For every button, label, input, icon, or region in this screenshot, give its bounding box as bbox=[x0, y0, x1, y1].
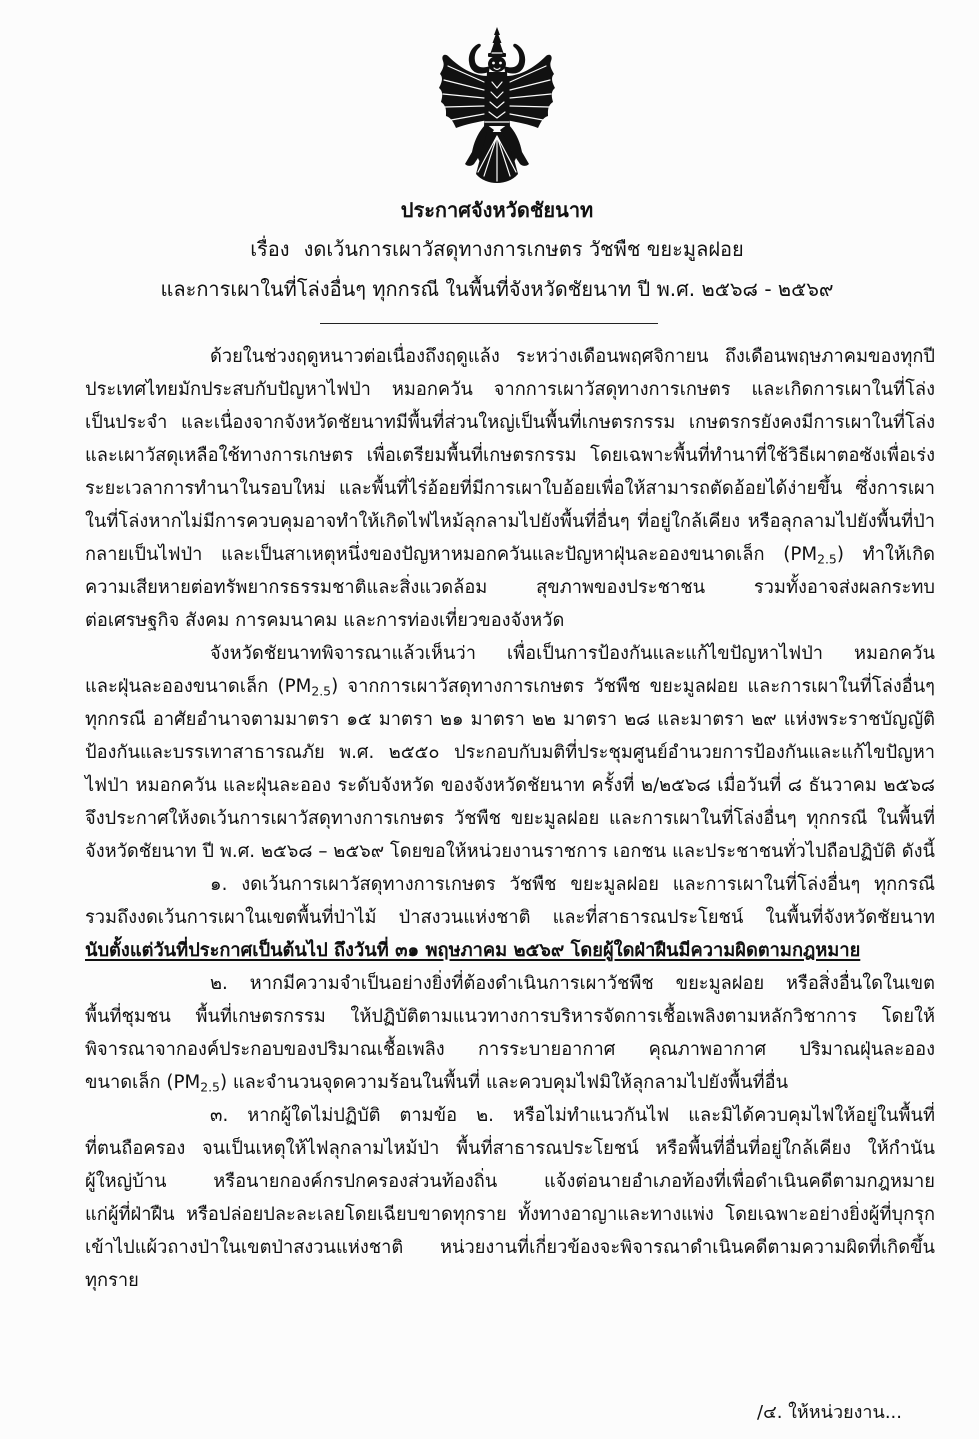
item-3-line: ทุกราย bbox=[85, 1270, 139, 1291]
garuda-emblem-icon bbox=[432, 26, 562, 191]
item-2-line bbox=[85, 1066, 935, 1099]
item-2-line: พิจารณาจากองค์ประกอบของปริมาณเชื้อเพลิง การระบายอากาศ คุณภาพอากาศ ปริมาณฝุ่นละออง bbox=[85, 1039, 935, 1060]
paragraph-1-line: ระยะเวลาการทำนาในรอบใหม่ และพื้นที่ไร่อ้อยที่มีการเผาใบอ้อยเพื่อให้สามารถตัดอ้อยได้ง่ายขึ้น ซึ่งการเผา bbox=[85, 478, 935, 499]
paragraph-1-line: ความเสียหายต่อทรัพยากรธรรมชาติและสิ่งแวดล้อม สุขภาพของประชาชน รวมทั้งอาจส่งผลกระทบ bbox=[85, 577, 935, 598]
title-separator bbox=[320, 323, 658, 324]
subject-line-1 bbox=[35, 235, 959, 263]
line-text: ) จากการเผาวัสดุทางการเกษตร วัชพืช ขยะมูลฝอย และการเผาในที่โล่งอื่นๆ bbox=[331, 676, 935, 697]
paragraph-1-line: ในที่โล่งหากไม่มีการควบคุมอาจทำให้เกิดไฟไหม้ลุกลามไปยังพื้นที่อื่นๆ ที่อยู่ใกล้เคียง หรือลุกลามไปยังพื้นที่ป่า bbox=[85, 511, 935, 532]
pm-subscript: 2.5 bbox=[311, 683, 332, 699]
paragraph-2-line bbox=[85, 670, 935, 703]
announcement-body bbox=[85, 340, 935, 1297]
line-text: และฝุ่นละอองขนาดเล็ก (PM bbox=[85, 676, 312, 697]
item-1-line: ๑. งดเว้นการเผาวัสดุทางการเกษตร วัชพืช ขยะมูลฝอย และการเผาในที่โล่งอื่นๆ ทุกกรณี bbox=[210, 874, 935, 895]
paragraph-2-line: จังหวัดชัยนาท ปี พ.ศ. ๒๕๖๘ – ๒๕๖๙ โดยขอให้หน่วยงานราชการ เอกชน และประชาชนทั่วไปถือปฏิบัติ ดังนี้ bbox=[85, 841, 935, 862]
paragraph-1-line: ต่อเศรษฐกิจ สังคม การคมนาคม และการท่องเที่ยวของจังหวัด bbox=[85, 610, 565, 631]
pm-subscript: 2.5 bbox=[817, 551, 837, 567]
paragraph-2-line: จึงประกาศให้งดเว้นการเผาวัสดุทางการเกษตร วัชพืช ขยะมูลฝอย และการเผาในที่โล่งอื่นๆ ทุกกรณี ในพื้นที่ bbox=[85, 808, 935, 829]
subject-line-2: และการเผาในที่โล่งอื่นๆ ทุกกรณี ในพื้นที่จังหวัดชัยนาท ปี พ.ศ. ๒๕๖๘ - ๒๕๖๙ bbox=[160, 277, 834, 301]
item-3-line: แก่ผู้ที่ฝ่าฝืน หรือปล่อยปละละเลยโดยเฉียบขาดทุกราย ทั้งทางอาญาและทางแพ่ง โดยเฉพาะอย่างยิ่งผู้ที่บุกรุก bbox=[85, 1204, 935, 1225]
pm-subscript: 2.5 bbox=[200, 1079, 220, 1095]
paragraph-1-line: ด้วยในช่วงฤดูหนาวต่อเนื่องถึงฤดูแล้ง ระหว่างเดือนพฤศจิกายน ถึงเดือนพฤษภาคมของทุกปี bbox=[210, 346, 935, 367]
deadline-text: นับตั้งแต่วันที่ประกาศเป็นต้นไป ถึงวันที่ ๓๑ พฤษภาคม ๒๕๖๙ โดยผู้ใดฝ่าฝืนมีความผิดตามกฎหมาย bbox=[85, 940, 861, 961]
item-3-line: ผู้ใหญ่บ้าน หรือนายกองค์กรปกครองส่วนท้องถิ่น แจ้งต่อนายอำเภอท้องที่เพื่อดำเนินคดีตามกฎหมาย bbox=[85, 1171, 935, 1192]
paragraph-1-line bbox=[85, 538, 935, 571]
paragraph-1-line: เป็นประจำ และเนื่องจากจังหวัดชัยนาทมีพื้นที่ส่วนใหญ่เป็นพื้นที่เกษตรกรรม เกษตรกรยังคงมีการเผาในที่โล่ง bbox=[85, 412, 935, 433]
paragraph-2-line: ไฟป่า หมอกควัน และฝุ่นละออง ระดับจังหวัด ของจังหวัดชัยนาท ครั้งที่ ๒/๒๕๖๘ เมื่อวันที่ ๘ ธันวาคม ๒๕๖๘ bbox=[85, 775, 935, 796]
item-2-line: พื้นที่ชุมชน พื้นที่เกษตรกรรม ให้ปฏิบัติตามแนวทางการบริหารจัดการเชื้อเพลิงตามหลักวิชาการ โดยให้ bbox=[85, 1006, 935, 1027]
paragraph-2-line: จังหวัดชัยนาทพิจารณาแล้วเห็นว่า เพื่อเป็นการป้องกันและแก้ไขปัญหาไฟป่า หมอกควัน bbox=[210, 643, 935, 664]
subject-label: เรื่อง bbox=[250, 237, 290, 261]
announcement-title: ประกาศจังหวัดชัยนาท bbox=[400, 198, 594, 222]
item-3-line: เข้าไปแผ้วถางป่าในเขตป่าสงวนแห่งชาติ หน่วยงานที่เกี่ยวข้องจะพิจารณาดำเนินคดีตามความผิดที่เกิดขึ้น bbox=[85, 1237, 935, 1258]
subject-text: งดเว้นการเผาวัสดุทางการเกษตร วัชพืช ขยะมูลฝอย bbox=[303, 237, 744, 261]
item-3-line: ที่ตนถือครอง จนเป็นเหตุให้ไฟลุกลามไหม้ป่า พื้นที่สาธารณประโยชน์ หรือพื้นที่อื่นที่อยู่ใกล้เคียง ให้กำนัน bbox=[85, 1138, 935, 1159]
paragraph-2-line: ป้องกันและบรรเทาสาธารณภัย พ.ศ. ๒๕๕๐ ประกอบกับมติที่ประชุมศูนย์อำนวยการป้องกันและแก้ไขปัญหา bbox=[85, 742, 935, 763]
item-1-line: รวมถึงงดเว้นการเผาในเขตพื้นที่ป่าไม้ ป่าสงวนแห่งชาติ และที่สาธารณประโยชน์ ในพื้นที่จังหวัดชัยนาท bbox=[85, 907, 935, 928]
paragraph-1-line: ประเทศไทยมักประสบกับปัญหาไฟป่า หมอกควัน จากการเผาวัสดุทางการเกษตร และเกิดการเผาในที่โล่ง bbox=[85, 379, 935, 400]
item-3-line: ๓. หากผู้ใดไม่ปฏิบัติ ตามข้อ ๒. หรือไม่ทำแนวกันไฟ และมิได้ควบคุมไฟให้อยู่ในพื้นที่ bbox=[210, 1105, 935, 1126]
paragraph-1-line: และเผาวัสดุเหลือใช้ทางการเกษตร เพื่อเตรียมพื้นที่เกษตรกรรม โดยเฉพาะพื้นที่ทำนาที่ใช้วิธีเผาตอซังเพื่อเร่ง bbox=[85, 445, 935, 466]
line-text: ) และจำนวนจุดความร้อนในพื้นที่ และควบคุมไฟมิให้ลุกลามไปยังพื้นที่อื่น bbox=[219, 1072, 789, 1093]
paragraph-2-line: ทุกกรณี อาศัยอำนาจตามมาตรา ๑๕ มาตรา ๒๑ มาตรา ๒๒ มาตรา ๒๘ และมาตรา ๒๙ แห่งพระราชบัญญัติ bbox=[85, 709, 935, 730]
next-page-continuation: /๔. ให้หน่วยงาน... bbox=[757, 1402, 902, 1423]
item-1-deadline-line bbox=[85, 934, 935, 967]
line-text: ) ทำให้เกิด bbox=[836, 544, 936, 565]
line-text: กลายเป็นไฟป่า และเป็นสาเหตุหนึ่งของปัญหาหมอกควันและปัญหาฝุ่นละอองขนาดเล็ก (PM bbox=[85, 544, 818, 565]
line-text: ขนาดเล็ก (PM bbox=[85, 1072, 201, 1093]
item-2-line: ๒. หากมีความจำเป็นอย่างยิ่งที่ต้องดำเนินการเผาวัชพืช ขยะมูลฝอย หรือสิ่งอื่นใดในเขต bbox=[210, 973, 935, 994]
